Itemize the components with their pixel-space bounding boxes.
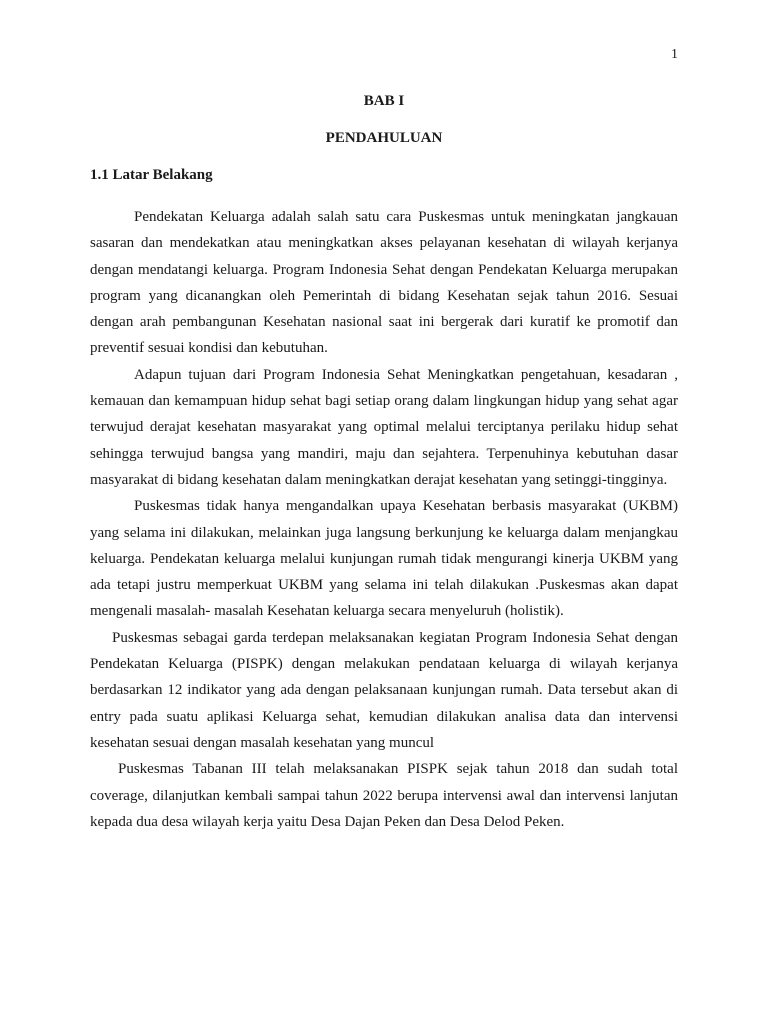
paragraph-3: Puskesmas tidak hanya mengandalkan upaya Kesehatan berbasis masyarakat (UKBM) yang selama ini dilakukan, melainkan juga langsung berkunjung ke keluarga dalam menjangkau keluarga. Pendekatan keluarga melalui kunjungan rumah tidak mengurangi kinerja UKBM yang ada tetapi justru memperkuat UKBM yang selama ini telah dilakukan .Puskesmas akan dapat mengenali masalah- masalah Kesehatan keluarga secara menyeluruh (holistik). xyxy=(90,498,678,620)
chapter-number: BAB I xyxy=(363,93,405,109)
chapter-title: PENDAHULUAN xyxy=(325,130,443,146)
page-number: 1 xyxy=(671,47,678,62)
paragraph-5: Puskesmas Tabanan III telah melaksanakan PISPK sejak tahun 2018 dan sudah total coverage, dilanjutkan kembali sampai tahun 2022 berupa intervensi awal dan intervensi lanjutan kepada dua desa wilayah kerja yaitu Desa Dajan Peken dan Desa Delod Peken. xyxy=(90,761,678,830)
section-heading: 1.1 Latar Belakang xyxy=(90,167,213,183)
paragraph-4: Puskesmas sebagai garda terdepan melaksanakan kegiatan Program Indonesia Sehat dengan Pendekatan Keluarga (PISPK) dengan melakukan pendataan keluarga di wilayah kerjanya berdasarkan 12 indikator yang ada dengan pelaksanaan kunjungan rumah. Data tersebut akan di entry pada suatu aplikasi Keluarga sehat, kemudian dilakukan analisa data dan intervensi kesehatan sesuai dengan masalah kesehatan yang muncul xyxy=(90,629,678,751)
paragraph-2: Adapun tujuan dari Program Indonesia Sehat Meningkatkan pengetahuan, kesadaran , kemauan dan kemampuan hidup sehat bagi setiap orang dalam lingkungan hidup yang sehat agar terwujud derajat kesehatan masyarakat yang optimal melalui terciptanya perilaku hidup sehat sehingga terwujud bangsa yang mandiri, maju dan sejahtera. Terpenuhinya kebutuhan dasar masyarakat di bidang kesehatan dalam meningkatkan derajat kesehatan yang setinggi-tingginya. xyxy=(90,366,678,488)
paragraph-1: Pendekatan Keluarga adalah salah satu cara Puskesmas untuk meningkatan jangkauan sasaran dan mendekatkan atau meningkatkan akses pelayanan kesehatan di wilayah kerjanya dengan mendatangi keluarga. Program Indonesia Sehat dengan Pendekatan Keluarga merupakan program yang dicanangkan oleh Pemerintah di bidang Kesehatan sejak tahun 2016. Sesuai dengan arah pembangunan Kesehatan nasional saat ini bergerak dari kuratif ke promotif dan preventif sesuai kondisi dan kebutuhan. xyxy=(90,209,678,357)
body-text xyxy=(90,204,678,835)
